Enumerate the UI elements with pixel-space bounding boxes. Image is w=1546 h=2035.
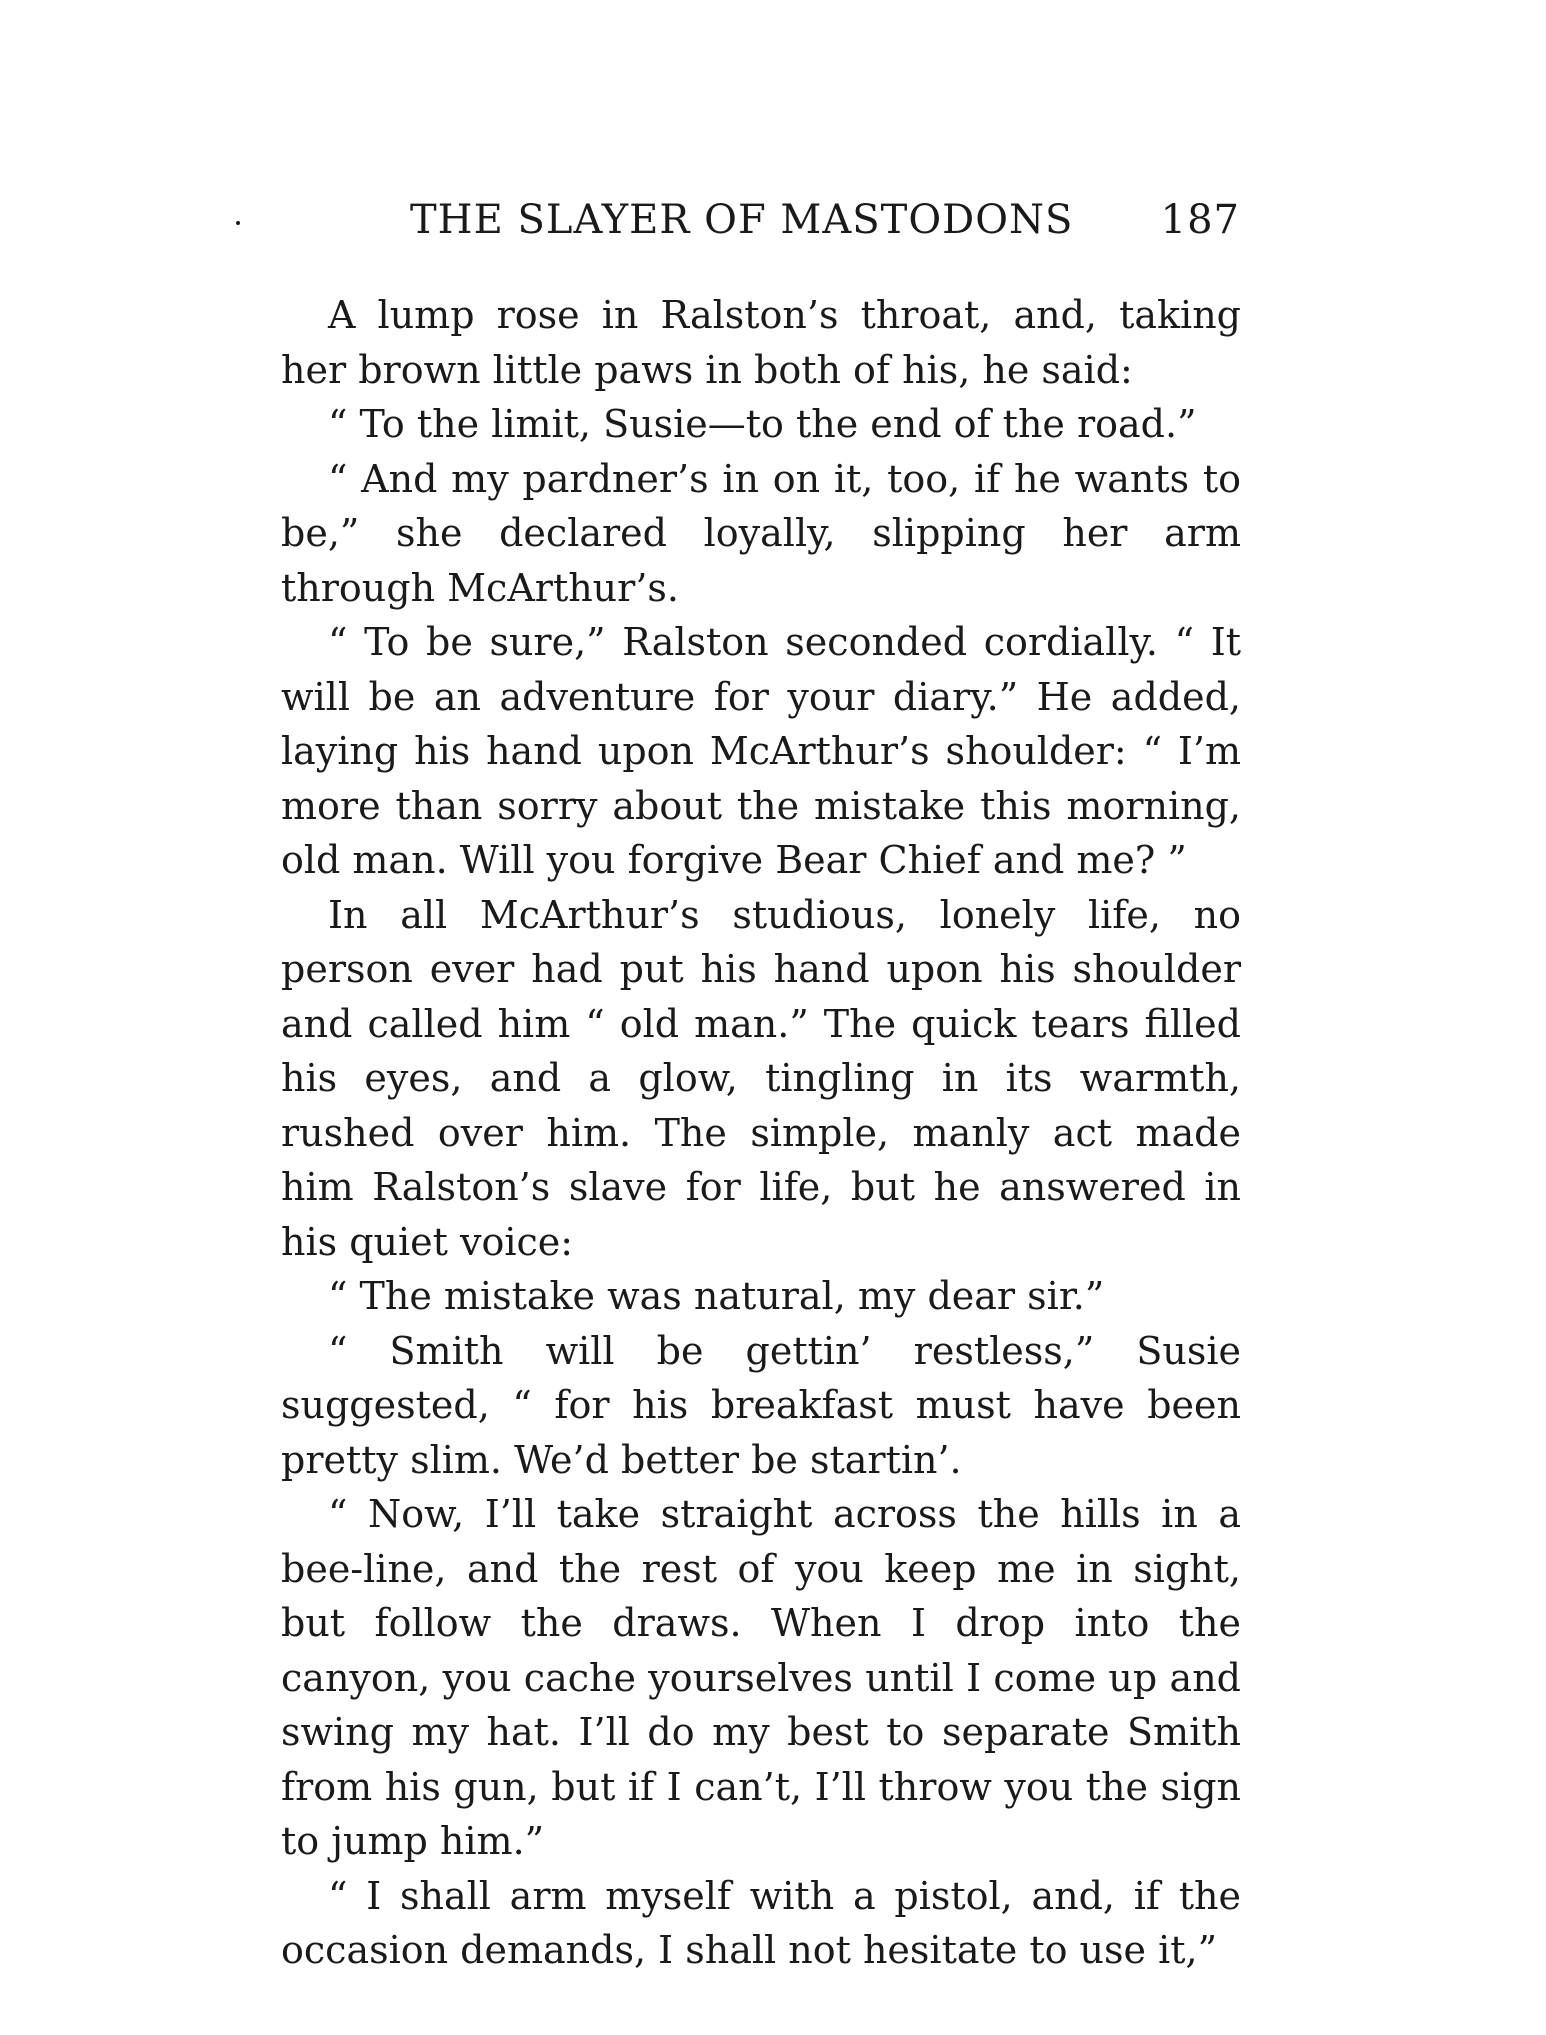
paragraph: “ Smith will be gettin’ restless,” Susie suggested, “ for his breakfast must have been pretty slim. We’d better be startin’. (281, 1328, 1241, 1482)
paragraph: “ To the limit, Susie—to the end of the road.” (328, 402, 1197, 446)
paragraph: A lump rose in Ralston’s throat, and, taking her brown little paws in both of his, he said: (281, 293, 1241, 392)
paragraph: “ I shall arm myself with a pistol, and, if the occasion demands, I shall not hesitate to use it,” (281, 1873, 1241, 1972)
paragraph: “ Now, I’ll take straight across the hills in a bee-line, and the rest of you keep me in sight, but follow the draws. When I drop into the canyon, you cache yourselves until I come up and swing my hat. I’ll do my best to separate Smith from his gun, but if I can’t, I’ll throw you the sign to jump him.” (281, 1492, 1241, 1863)
paragraph: “ The mistake was natural, my dear sir.” (328, 1274, 1105, 1318)
paragraph: “ To be sure,” Ralston seconded cordially. “ It will be an adventure for your diary.” He added, laying his hand upon McArthur’s shoulder: “ I’m more than sorry about the mistake this morning, old man. Will you forgive Bear Chief and me? ” (281, 620, 1241, 882)
running-head-title: THE SLAYER OF MASTODONS (410, 197, 1074, 243)
paragraph: “ And my pardner’s in on it, too, if he wants to be,” she declared loyally, slipping her arm through McArthur’s. (281, 456, 1241, 610)
running-head (410, 197, 1240, 247)
body-text (281, 288, 1241, 1978)
paragraph: In all McArthur’s studious, lonely life, no person ever had put his hand upon his shoulder and called him “ old man.” The quick tears filled his eyes, and a glow, tingling in its warmth, rushed over him. The simple, manly act made him Ralston’s slave for life, but he answered in his quiet voice: (281, 892, 1241, 1264)
page-number: 187 (1160, 197, 1240, 243)
print-speck (236, 221, 240, 225)
